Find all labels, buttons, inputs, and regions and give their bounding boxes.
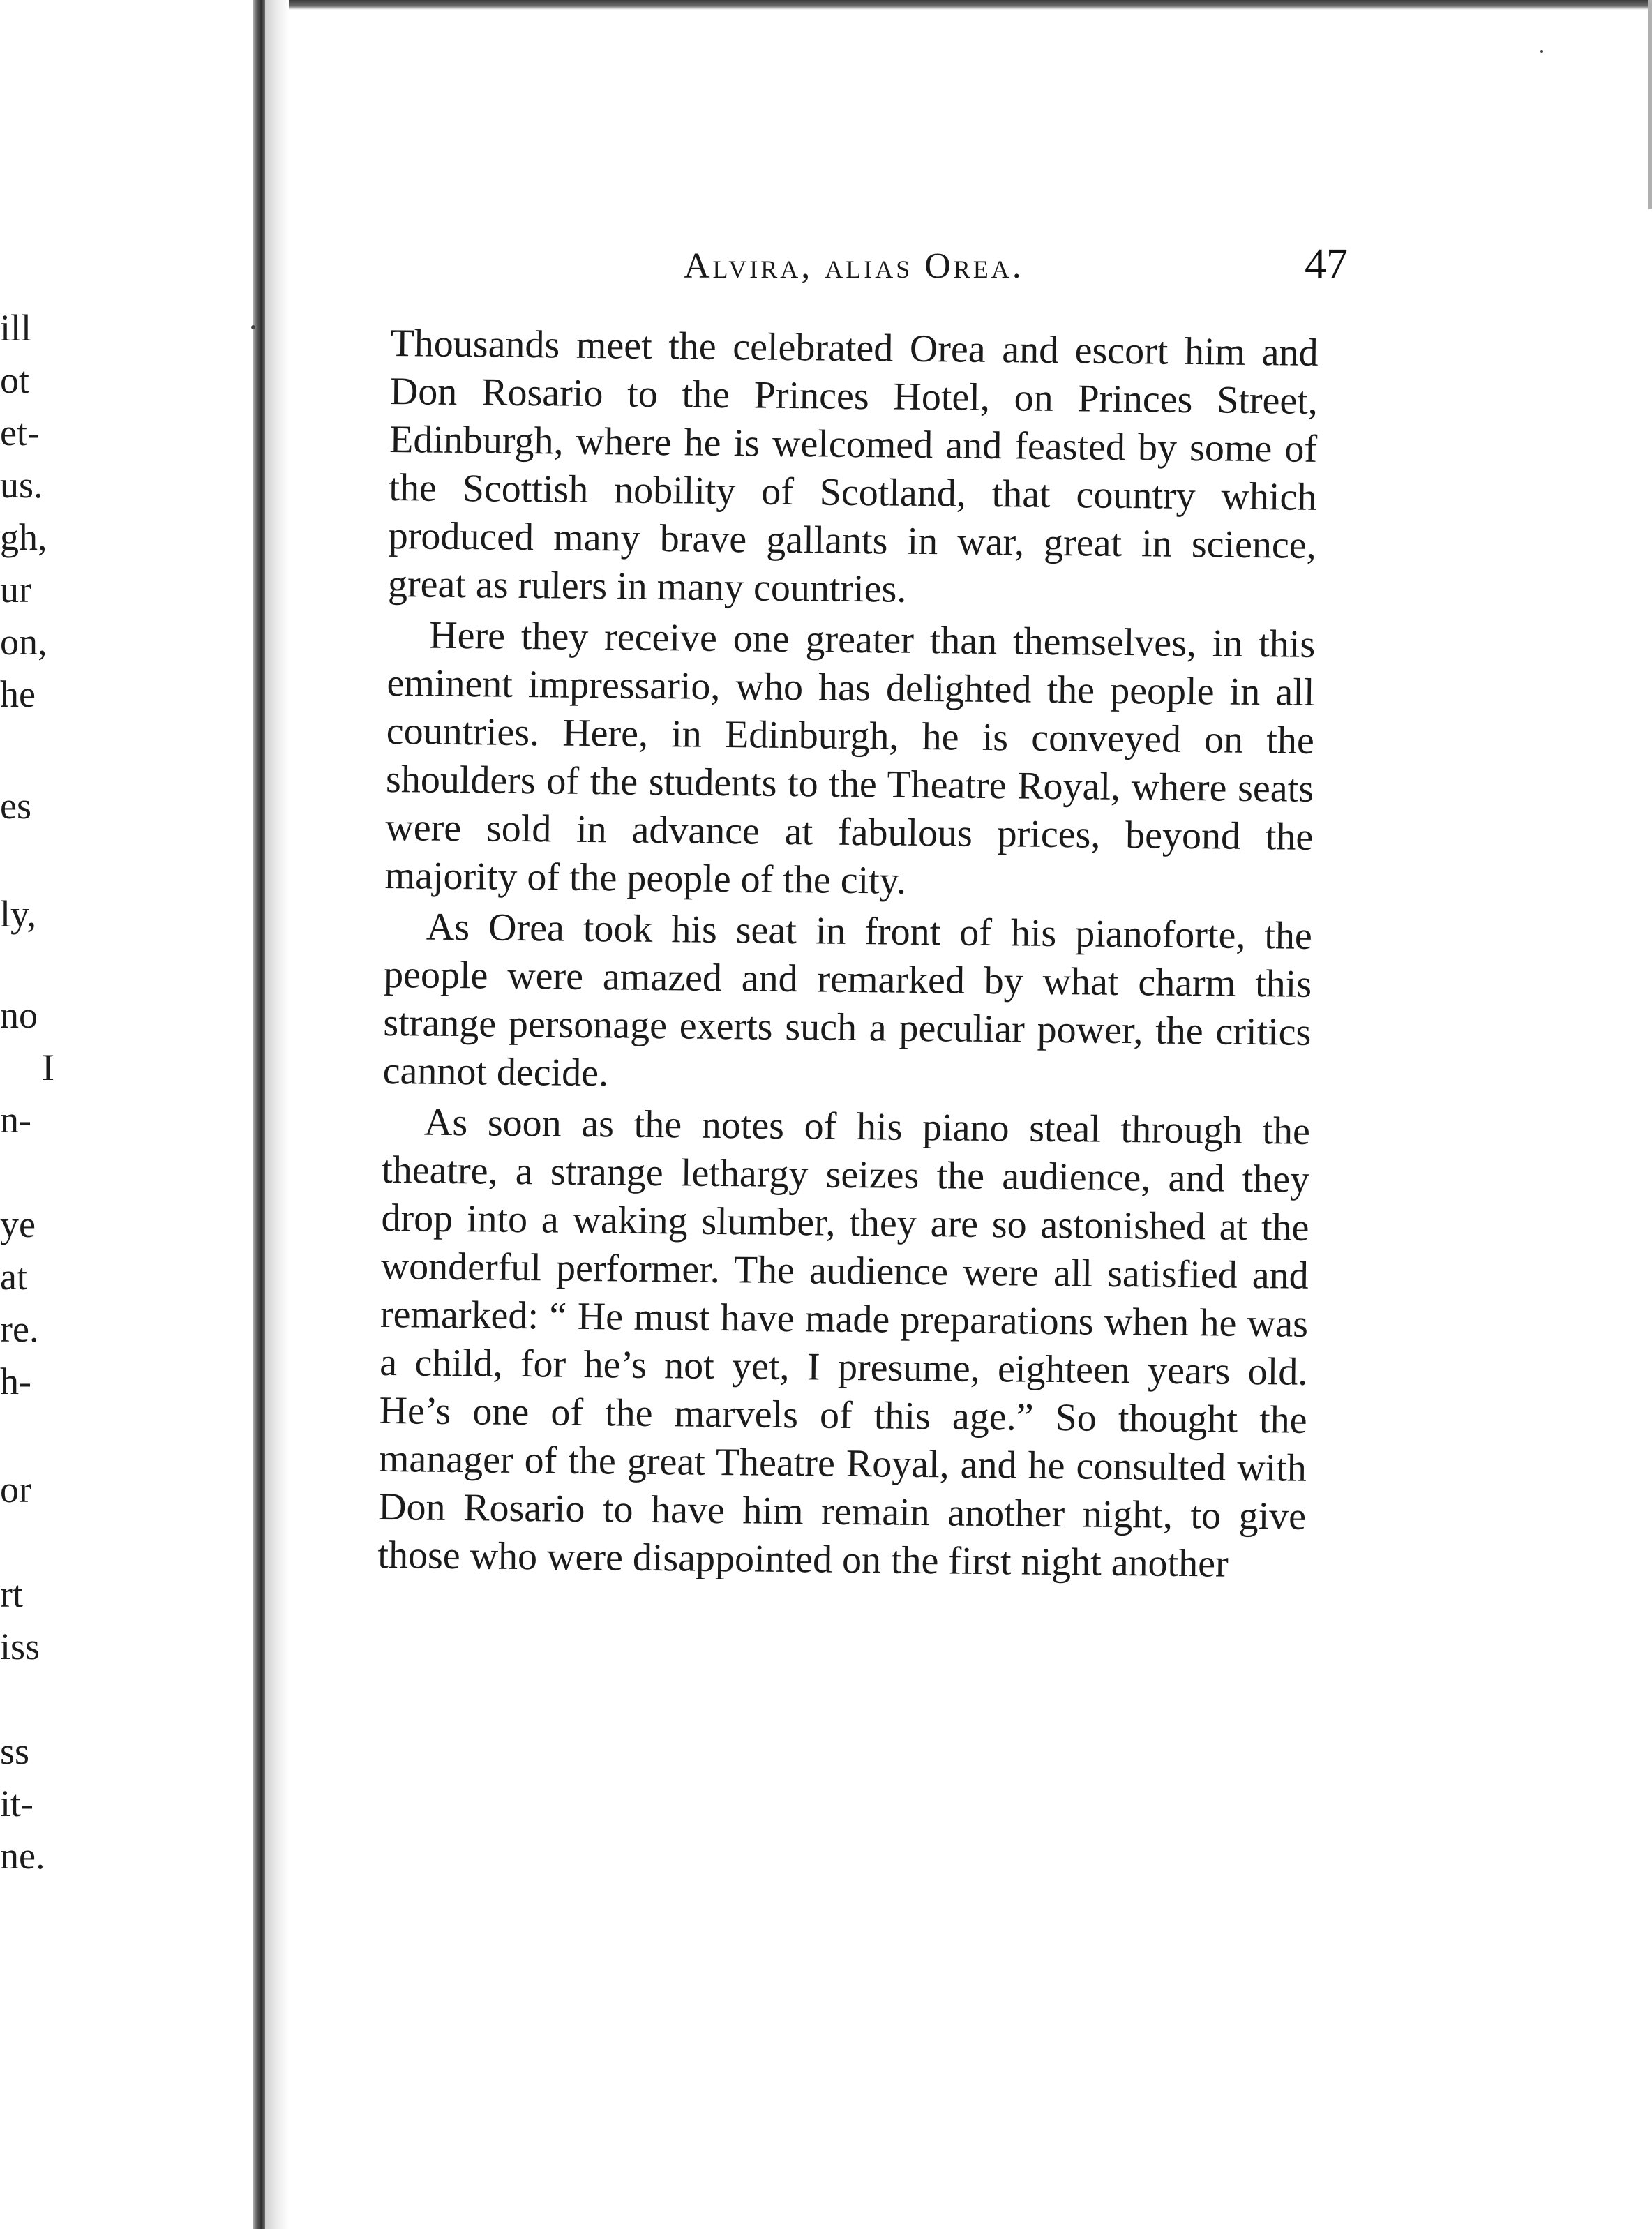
facing-line: re. (0, 1308, 39, 1350)
facing-line: iss (0, 1626, 40, 1667)
running-head (391, 230, 1353, 314)
facing-line: I (42, 1046, 54, 1088)
book-page (377, 230, 1353, 1586)
facing-line: ur (0, 569, 31, 610)
facing-line: on, (0, 621, 47, 663)
facing-line: n- (0, 1099, 31, 1141)
facing-line: gh, (0, 516, 47, 558)
page-right-edge (1648, 0, 1652, 209)
book-gutter-shadow (253, 0, 265, 2229)
facing-line: h- (0, 1360, 31, 1402)
page-number: 47 (1305, 241, 1348, 288)
paragraph: Thousands meet the celebrated Orea and escort him and Don Rosario to the Princes Hotel, on Princes Street, Edinburgh, where he is welcomed and feasted by some of the Scottish nobility of Scotland, that country which produced many brave gallants in war, great in science, great as rulers in many countries. (387, 321, 1319, 611)
facing-line: ill (0, 307, 32, 349)
facing-line: ye (0, 1203, 36, 1245)
paragraph: As Orea took his seat in front of his pianoforte, the people were amazed and remarked by what charm this strange personage exerts such a peculiar power, the critics cannot decide. (382, 905, 1313, 1095)
facing-line: he (0, 673, 36, 715)
facing-line: et- (0, 412, 40, 453)
facing-line: ne. (0, 1835, 45, 1877)
running-title: Alvira, alias Orea. (684, 246, 1024, 286)
facing-line: it- (0, 1783, 33, 1824)
facing-line: ly, (0, 893, 36, 935)
facing-line: us. (0, 464, 43, 506)
facing-page-fragment (0, 0, 251, 2229)
body-text (377, 320, 1319, 1589)
facing-line: ss (0, 1730, 30, 1772)
book-gutter-highlight (265, 0, 289, 2229)
scan-speck (1540, 50, 1543, 53)
facing-line: at (0, 1256, 27, 1298)
paragraph: Here they receive one greater than themselves, in this eminent impressario, who has delighted the people in all countries. Here, in Edinburgh, he is conveyed on the shoulders of the students to the Theatre Royal, where seats were sold in advance at fabulous prices, beyond the majority of the people of the city. (384, 613, 1316, 903)
facing-line: rt (0, 1573, 23, 1615)
facing-line: ot (0, 359, 30, 401)
page-top-edge (289, 0, 1652, 10)
facing-line: no (0, 994, 38, 1036)
facing-line: es (0, 785, 31, 827)
facing-line: or (0, 1469, 31, 1510)
scan-speck (251, 325, 255, 329)
paragraph: As soon as the notes of his piano steal through the theatre, a strange lethargy seizes the audience, and they drop into a waking slumber, they are so astonished at the wonderful performer. The audience were all satisfied and remarked: “ He must have made preparations when he was a child, for he’s not yet, I presume, eighteen years old. He’s one of the marvels of this age.” So thought the manager of the great Theatre Royal, and he consulted with Don Rosario to have him remain another night, to give those who were disappointed on the first night another (377, 1100, 1311, 1586)
